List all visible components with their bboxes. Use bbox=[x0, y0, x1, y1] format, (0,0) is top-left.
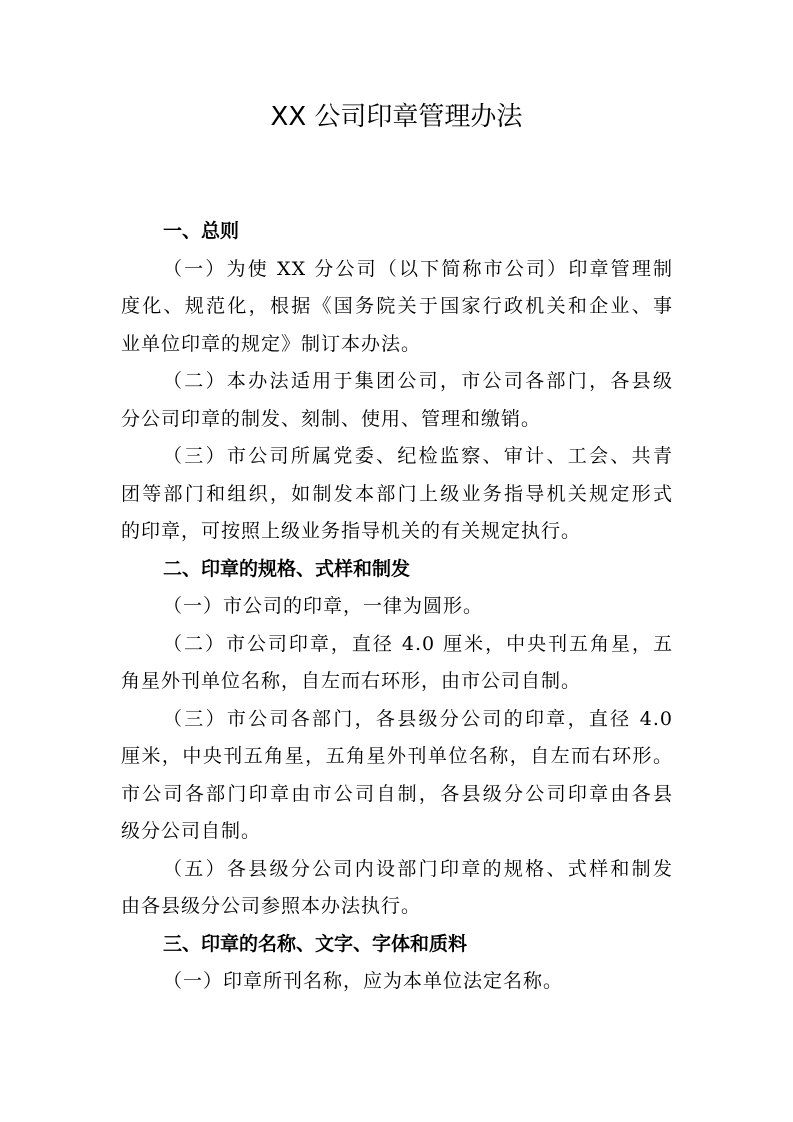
paragraph-line: （二）市公司印章，直径 4.0 厘米，中央刊五角星，五 bbox=[163, 632, 673, 655]
section-heading: 二、印章的规格、式样和制发 bbox=[163, 557, 411, 580]
section bbox=[121, 213, 673, 551]
paragraph-line: 业单位印章的规定》制订本办法。 bbox=[121, 332, 422, 355]
paragraph bbox=[121, 251, 673, 364]
paragraph bbox=[121, 588, 673, 626]
section-heading: 一、总则 bbox=[163, 220, 240, 242]
section bbox=[121, 551, 673, 926]
paragraph-line: 由各县级分公司参照本办法执行。 bbox=[121, 895, 422, 917]
paragraph-line: 度化、规范化，根据《国务院关于国家行政机关和企业、事 bbox=[121, 295, 673, 317]
paragraph-line: （三）市公司各部门，各县级分公司的印章，直径 4.0 bbox=[163, 707, 673, 730]
paragraph bbox=[121, 363, 673, 438]
paragraph-line: （一）市公司的印章，一律为圆形。 bbox=[163, 595, 484, 617]
paragraph-line: 市公司各部门印章由市公司自制，各县级分公司印章由各县 bbox=[121, 782, 673, 805]
paragraph-line: （一）为使 XX 分公司（以下简称市公司）印章管理制 bbox=[163, 257, 673, 280]
paragraph-line: 级分公司自制。 bbox=[121, 820, 262, 842]
paragraph-line: （三）市公司所属党委、纪检监察、审计、工会、共青 bbox=[163, 445, 673, 467]
paragraph-line: 厘米，中央刊五角星，五角星外刊单位名称，自左而右环形。 bbox=[121, 745, 673, 767]
paragraph bbox=[121, 851, 673, 926]
section bbox=[121, 926, 673, 1001]
paragraph-line: 分公司印章的制发、刻制、使用、管理和缴销。 bbox=[121, 407, 542, 430]
paragraph-line: （二）本办法适用于集团公司，市公司各部门，各县级 bbox=[163, 370, 673, 392]
paragraph-line: （五）各县级分公司内设部门印章的规格、式样和制发 bbox=[163, 857, 673, 880]
paragraph bbox=[121, 438, 673, 551]
document-title: XX 公司印章管理办法 bbox=[270, 102, 523, 132]
section-heading: 三、印章的名称、文字、字体和质料 bbox=[163, 932, 468, 955]
paragraph-line: （一）印章所刊名称，应为本单位法定名称。 bbox=[163, 970, 564, 992]
paragraph bbox=[121, 626, 673, 701]
paragraph-line: 角星外刊单位名称，自左而右环形，由市公司自制。 bbox=[121, 670, 582, 692]
paragraph bbox=[121, 963, 673, 1001]
document-body bbox=[121, 213, 673, 1001]
paragraph-line: 团等部门和组织，如制发本部门上级业务指导机关规定形式 bbox=[121, 482, 673, 505]
paragraph bbox=[121, 701, 673, 851]
paragraph-line: 的印章，可按照上级业务指导机关的有关规定执行。 bbox=[121, 520, 582, 542]
